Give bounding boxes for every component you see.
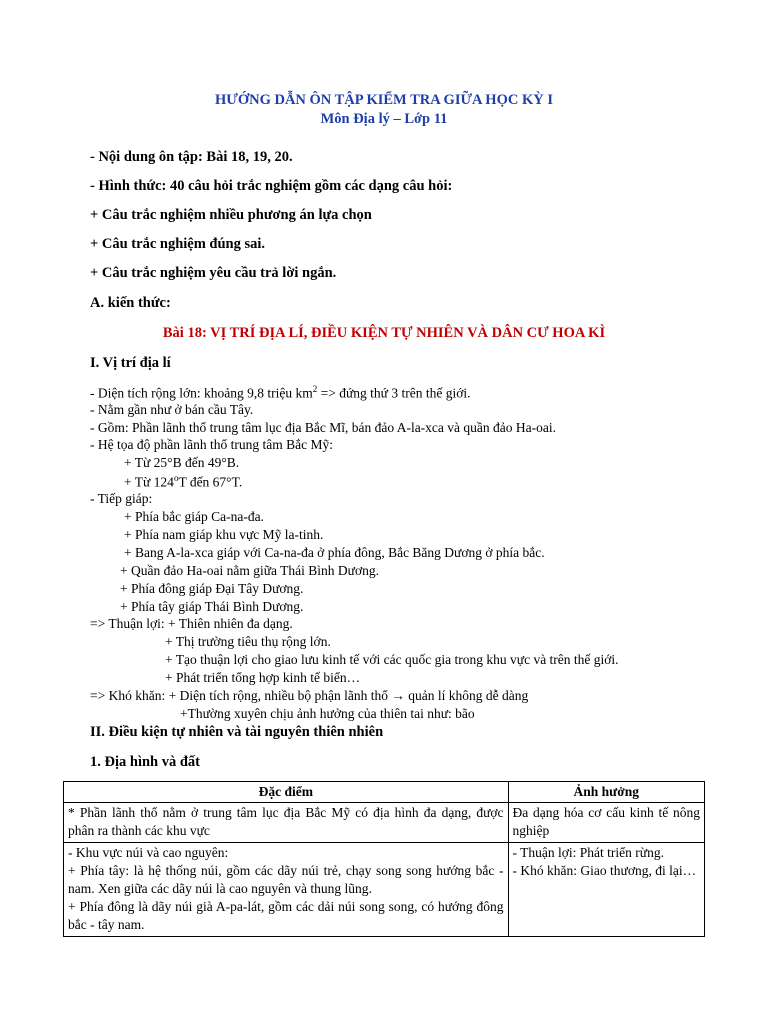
border-item: + Bang A-la-xca giáp với Ca-na-đa ở phía đông, Bắc Băng Dương ở phía bắc. [124, 545, 545, 560]
border-item: + Phía nam giáp khu vực Mỹ la-tinh. [124, 527, 324, 542]
question-type-2: + Câu trắc nghiệm đúng sai. [90, 236, 266, 252]
subsection-heading: 1. Địa hình và đất [90, 754, 200, 770]
advantages-line: => Thuận lợi: + Thiên nhiên đa dạng. [90, 616, 293, 631]
border-item: + Phía tây giáp Thái Bình Dương. [120, 599, 304, 614]
question-type-3: + Câu trắc nghiệm yêu cầu trả lời ngắn. [90, 265, 337, 281]
table-cell [64, 843, 509, 937]
longitude-line: + Từ 124$^o$T đến 67°T. [124, 473, 243, 490]
border-item: + Quần đảo Ha-oai nằm giữa Thái Bình Dương. [120, 563, 379, 578]
cell-line: Đa dạng hóa cơ cấu kinh tế nông nghiệp [512, 805, 700, 838]
column-header: Ảnh hưởng [508, 782, 704, 803]
table-header-row [64, 782, 705, 803]
section-a-heading: A. kiến thức: [90, 295, 171, 311]
terrain-table [63, 781, 705, 937]
question-type-1: + Câu trắc nghiệm nhiều phương án lựa chọn [90, 207, 372, 223]
borders-heading: - Tiếp giáp: [90, 491, 153, 506]
cell-line: + Phía tây: là hệ thống núi, gồm các dãy núi trẻ, chạy song song hướng bắc - nam. Xen giữa các dãy núi là cao nguyên và thung lũng. [68, 863, 504, 896]
difficulty-item: +Thường xuyên chịu ảnh hưởng của thiên tai như: bão [180, 706, 475, 721]
border-item: + Phía đông giáp Đại Tây Dương. [120, 581, 304, 596]
hemisphere-line: - Nằm gần như ở bán cầu Tây. [90, 402, 254, 417]
table-row [64, 803, 705, 843]
advantage-item: + Thị trường tiêu thụ rộng lớn. [165, 634, 331, 649]
table-row [64, 843, 705, 937]
cell-line: - Khó khăn: Giao thương, đi lại… [512, 863, 697, 878]
cell-line: * Phần lãnh thổ nằm ở trung tâm lục địa Bắc Mỹ có địa hình đa dạng, được phân ra thành các khu vực [68, 805, 504, 838]
territory-line: - Gồm: Phần lãnh thổ trung tâm lục địa Bắc Mĩ, bán đảo A-la-xca và quần đảo Ha-oai. [90, 420, 556, 435]
table-cell [64, 803, 509, 843]
document-title: HƯỚNG DẪN ÔN TẬP KIỂM TRA GIỮA HỌC KỲ I [215, 92, 553, 108]
area-line: - Diện tích rộng lớn: khoảng 9,8 triệu $km^2$ => đứng thứ 3 trên thế giới. [90, 384, 471, 401]
column-header: Đặc điểm [64, 782, 509, 803]
document-subtitle: Môn Địa lý – Lớp 11 [320, 111, 448, 127]
coordinates-line: - Hệ tọa độ phần lãnh thổ trung tâm Bắc Mỹ: [90, 437, 333, 452]
advantage-item: + Tạo thuận lợi cho giao lưu kinh tế với các quốc gia trong khu vực và trên thế giới. [165, 652, 619, 667]
content-line: - Nội dung ôn tập: Bài 18, 19, 20. [90, 149, 293, 165]
cell-line: - Thuận lợi: Phát triển rừng. [512, 845, 664, 860]
section-2-heading: II. Điều kiện tự nhiên và tài nguyên thiên nhiên [90, 724, 384, 740]
cell-line: + Phía đông là dãy núi già A-pa-lát, gồm các dải núi song song, có hướng đông bắc - tây nam. [68, 899, 504, 932]
section-1-heading: I. Vị trí địa lí [90, 355, 171, 371]
border-item: + Phía bắc giáp Ca-na-đa. [124, 509, 264, 524]
difficulties-line: => Khó khăn: + Diện tích rộng, nhiều bộ phận lãnh thổ → quản lí không dễ dàng [90, 688, 529, 703]
advantage-item: + Phát triển tổng hợp kinh tế biển… [165, 670, 361, 685]
table-cell [508, 803, 704, 843]
latitude-line: + Từ 25°B đến 49°B. [124, 455, 240, 470]
cell-line: - Khu vực núi và cao nguyên: [68, 845, 229, 860]
format-line: - Hình thức: 40 câu hỏi trắc nghiệm gồm các dạng câu hỏi: [90, 178, 453, 194]
lesson-title: Bài 18: VỊ TRÍ ĐỊA LÍ, ĐIỀU KIỆN TỰ NHIÊN VÀ DÂN CƯ HOA KÌ [162, 325, 606, 341]
table-cell [508, 843, 704, 937]
